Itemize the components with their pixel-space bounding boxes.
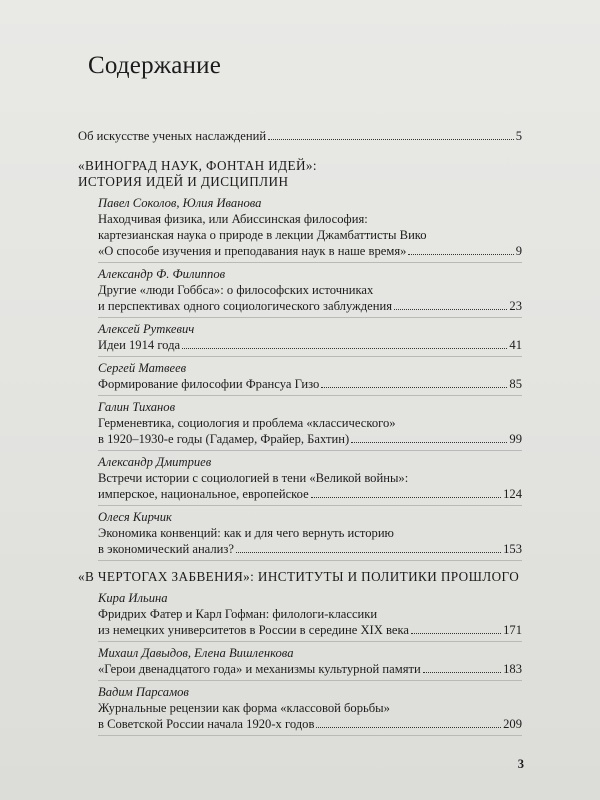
entry-title-last-line	[98, 298, 522, 314]
toc-section	[78, 569, 522, 736]
entry-title-line: Формирование философии Франсуа Гизо	[98, 377, 320, 391]
entry-title-last-line	[98, 661, 522, 677]
entry-title-last-line	[98, 541, 522, 557]
toc-entry[interactable]	[98, 684, 522, 736]
entry-page-number: 9	[515, 244, 522, 258]
entry-author: Александр Ф. Филиппов	[98, 267, 226, 281]
toc-intro-entry[interactable]	[78, 128, 522, 144]
entry-title-line: имперское, национальное, европейское	[98, 487, 309, 501]
entry-page-number: 23	[509, 299, 522, 313]
dot-leader	[423, 672, 501, 673]
entry-title-last-line	[98, 716, 522, 732]
dot-leader	[351, 442, 507, 443]
entry-title-line: Встречи истории с социологией в тени «Великой войны»:	[98, 471, 409, 485]
entry-title-last-line	[98, 622, 522, 638]
entry-title-line: Журнальные рецензии как форма «классовой борьбы»	[98, 701, 390, 715]
entry-title-line: Другие «люди Гоббса»: о философских источниках	[98, 283, 374, 297]
entry-title-line: в 1920–1930-е годы (Гадамер, Фрайер, Бахтин)	[98, 432, 350, 446]
toc-entry[interactable]	[98, 266, 522, 318]
entry-page-number: 153	[503, 542, 522, 556]
entry-title-last-line	[98, 337, 522, 353]
dot-leader	[311, 497, 501, 498]
entry-title-line: Фридрих Фатер и Карл Гофман: филологи-классики	[98, 607, 378, 621]
toc-entry[interactable]	[98, 195, 522, 263]
entry-title-line: в Советской России начала 1920-х годов	[98, 717, 315, 731]
section-heading	[78, 158, 522, 190]
entry-author: Вадим Парсамов	[98, 685, 189, 699]
entry-page-number: 183	[503, 662, 522, 676]
entry-page-number: 85	[509, 377, 522, 391]
entry-title-block	[98, 525, 522, 561]
entry-title-line: из немецких университетов в России в середине XIX века	[98, 623, 409, 637]
section-heading-line: ИСТОРИЯ ИДЕЙ И ДИСЦИПЛИН	[78, 174, 289, 189]
entry-title-line: в экономический анализ?	[98, 542, 234, 556]
dot-leader	[268, 139, 514, 140]
toc-entry[interactable]	[98, 645, 522, 681]
toc-section	[78, 158, 522, 561]
section-heading-line: «ВИНОГРАД НАУК, ФОНТАН ИДЕЙ»:	[78, 158, 317, 173]
toc-sections	[78, 158, 522, 736]
entry-title-block	[98, 376, 522, 396]
table-of-contents	[78, 128, 522, 744]
entry-title-block	[98, 606, 522, 642]
entry-title-line: Идеи 1914 года	[98, 338, 181, 352]
entry-author: Сергей Матвеев	[98, 361, 187, 375]
dot-leader	[411, 633, 501, 634]
toc-entry[interactable]	[98, 360, 522, 396]
entry-author: Павел Соколов, Юлия Иванова	[98, 196, 262, 210]
entry-title-block	[98, 211, 522, 263]
entry-author: Алексей Руткевич	[98, 322, 195, 336]
entry-title-line: «О способе изучения и преподавания наук в наше время»	[98, 244, 407, 258]
entry-title-block	[98, 470, 522, 506]
entry-title-line: картезианская наука о природе в лекции Джамбаттисты Вико	[98, 228, 427, 242]
entry-page-number: 124	[503, 487, 522, 501]
entry-title-line: Герменевтика, социология и проблема «классического»	[98, 416, 396, 430]
entry-title-line: «Герои двенадцатого года» и механизмы культурной памяти	[98, 662, 421, 676]
entry-title-block	[98, 337, 522, 357]
entry-page-number: 41	[509, 338, 522, 352]
entry-title-last-line	[98, 431, 522, 447]
entry-title-block	[98, 661, 522, 681]
toc-entry[interactable]	[98, 509, 522, 561]
entry-title-block	[98, 415, 522, 451]
section-heading	[78, 569, 522, 585]
dot-leader	[408, 254, 513, 255]
entry-page-number: 209	[503, 717, 522, 731]
toc-entry[interactable]	[98, 454, 522, 506]
entry-title-last-line	[98, 243, 522, 259]
toc-entry[interactable]	[98, 399, 522, 451]
intro-title: Об искусстве ученых наслаждений	[78, 129, 267, 143]
dot-leader	[316, 727, 501, 728]
entry-page-number: 99	[509, 432, 522, 446]
section-heading-line: «В ЧЕРТОГАХ ЗАБВЕНИЯ»: ИНСТИТУТЫ И ПОЛИТИКИ ПРОШЛОГО	[78, 569, 520, 584]
entry-title-block	[98, 282, 522, 318]
entry-author: Александр Дмитриев	[98, 455, 212, 469]
intro-page-number: 5	[515, 129, 522, 143]
dot-leader	[394, 309, 507, 310]
page-title: Содержание	[88, 52, 221, 79]
entry-title-last-line	[98, 376, 522, 392]
entry-author: Олеся Кирчик	[98, 510, 172, 524]
entry-title-last-line	[98, 486, 522, 502]
toc-entry[interactable]	[98, 590, 522, 642]
entry-author: Михаил Давыдов, Елена Вишленкова	[98, 646, 294, 660]
entry-title-block	[98, 700, 522, 736]
dot-leader	[182, 348, 507, 349]
folio: 3	[517, 757, 524, 771]
entry-author: Кира Ильина	[98, 591, 168, 605]
entry-title-line: Экономика конвенций: как и для чего вернуть историю	[98, 526, 394, 540]
entry-author: Галин Тиханов	[98, 400, 176, 414]
dot-leader	[236, 552, 501, 553]
toc-entry[interactable]	[98, 321, 522, 357]
entry-title-line: Находчивая физика, или Абиссинская философия:	[98, 212, 368, 226]
entry-title-line: и перспективах одного социологического заблуждения	[98, 299, 393, 313]
entry-page-number: 171	[503, 623, 522, 637]
dot-leader	[321, 387, 507, 388]
